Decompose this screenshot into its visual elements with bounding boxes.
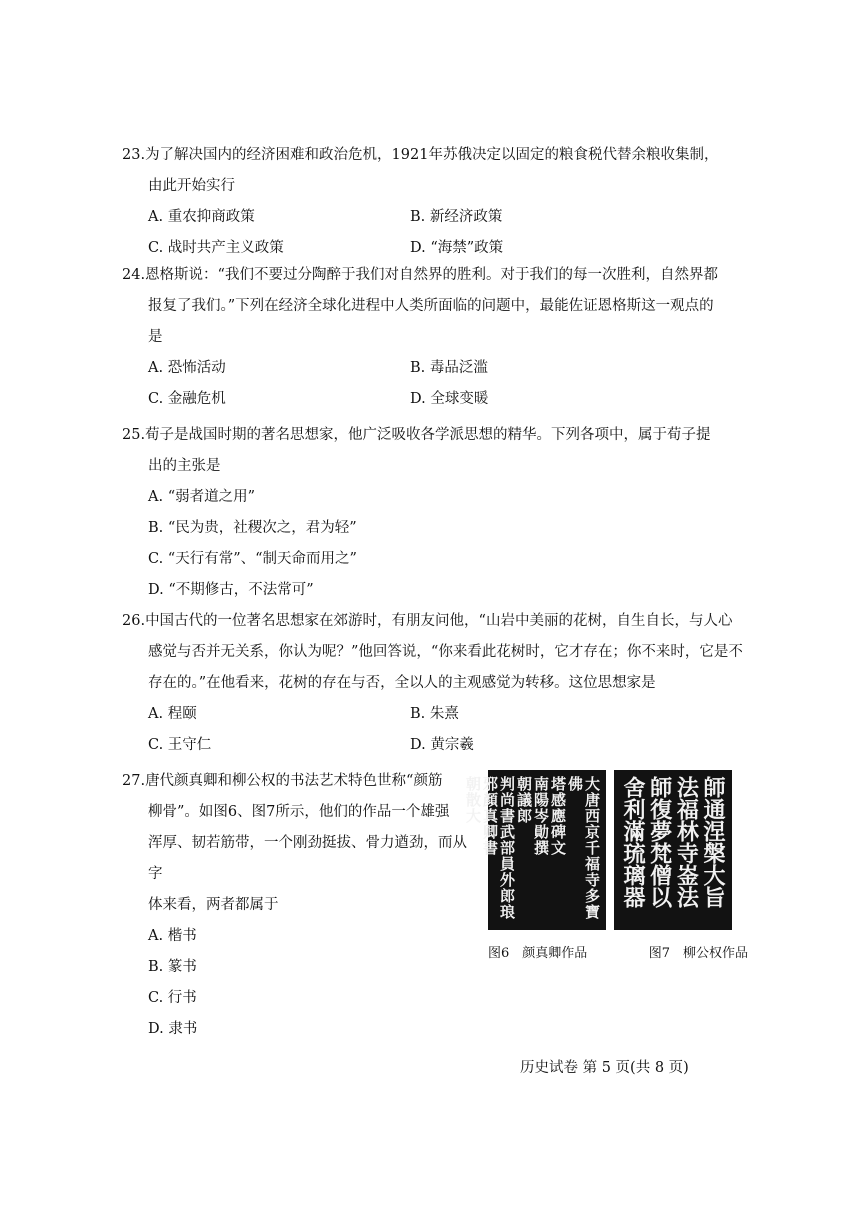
- option-c: C. 王守仁: [148, 737, 212, 753]
- calligraphy-column: 塔感應碑文: [549, 776, 567, 856]
- question-number: 24.: [122, 267, 146, 283]
- question-26-stem-cont: 感觉与否并无关系，你认为呢？”他回答说，“你来看此花树时，它才存在；你不来时，它是不: [148, 644, 743, 660]
- option-b: B. 篆书: [148, 959, 197, 975]
- calligraphy-column: 朝散大: [464, 776, 482, 824]
- option-a: A. 恐怖活动: [148, 360, 226, 376]
- question-26-stem-cont2: 存在的。”在他看来，花树的存在与否，全以人的主观感觉为转移。这位思想家是: [148, 675, 656, 691]
- figure-7-caption: 图7 柳公权作品: [648, 946, 748, 961]
- option-d: D. “海禁”政策: [410, 240, 504, 256]
- question-23-options: [122, 202, 762, 264]
- option-d: D. 黄宗羲: [410, 737, 474, 753]
- calligraphy-column: 南陽岑勛撰: [532, 776, 550, 856]
- calligraphy-figures: [464, 770, 748, 961]
- figure-7-liu-gongquan-calligraphy: [614, 770, 732, 930]
- question-27: [122, 766, 474, 1045]
- calligraphy-column: 判尚書武部員外郎琅: [498, 776, 516, 920]
- option-c: C. 战时共产主义政策: [148, 240, 284, 256]
- question-number: 23.: [122, 147, 146, 163]
- question-27-stem-line3: 浑厚、韧若筋带，一个刚劲挺拔、骨力遒劲，而从字: [148, 835, 467, 882]
- question-number: 27.: [122, 773, 146, 789]
- calligraphy-column: 邪顏真卿書: [481, 776, 499, 856]
- question-25-options: [122, 482, 762, 606]
- calligraphy-column: 師復夢梵僧以: [646, 776, 673, 908]
- figure-6-yan-zhenqing-calligraphy: [464, 770, 606, 930]
- option-c: C. 行书: [148, 990, 197, 1006]
- calligraphy-column: 大唐西京千福寺多寶佛: [566, 776, 601, 920]
- question-24-options: [122, 353, 762, 415]
- figure-captions: [488, 942, 748, 961]
- option-d: D. 隶书: [148, 1021, 198, 1037]
- calligraphy-column: 師通涅槃大旨: [699, 776, 726, 908]
- question-24: [122, 260, 762, 415]
- figure-6-caption: 图6 颜真卿作品: [488, 946, 588, 961]
- option-a: A. 楷书: [148, 928, 197, 944]
- question-23-stem: 23.为了解决国内的经济困难和政治危机，1921年苏俄决定以固定的粮食税代替余粮收集制，: [122, 147, 719, 163]
- option-d: D. 全球变暖: [410, 391, 489, 407]
- question-25-stem: 25.荀子是战国时期的著名思想家，他广泛吸收各学派思想的精华。下列各项中，属于荀子提: [122, 427, 711, 443]
- question-27-stem-line4: 体来看，两者都属于: [148, 897, 279, 913]
- question-27-stem: 27.唐代颜真卿和柳公权的书法艺术特色世称“颜筋: [122, 773, 443, 789]
- calligraphy-column: 法福林寺崟法: [673, 776, 700, 908]
- question-24-stem-cont2: 是: [148, 329, 163, 345]
- option-b: B. 毒品泛滥: [410, 360, 488, 376]
- option-c: C. “天行有常”、“制天命而用之”: [148, 551, 357, 567]
- question-number: 26.: [122, 613, 146, 629]
- question-26-stem: 26.中国古代的一位著名思想家在郊游时，有朋友问他，“山岩中美丽的花树，自生自长，与人心: [122, 613, 733, 629]
- option-a: A. 重农抑商政策: [148, 209, 255, 225]
- question-25-stem-cont: 出的主张是: [148, 458, 221, 474]
- calligraphy-column: 朝議郎: [515, 776, 533, 824]
- option-b: B. 新经济政策: [410, 209, 503, 225]
- question-26: [122, 606, 762, 761]
- question-23-stem-cont: 由此开始实行: [148, 178, 235, 194]
- question-23: [122, 140, 762, 264]
- option-b: B. “民为贵，社稷次之，君为轻”: [148, 520, 357, 536]
- question-24-stem: 24.恩格斯说：“我们不要过分陶醉于我们对自然界的胜利。对于我们的每一次胜利，自然界都: [122, 267, 718, 283]
- option-a: A. 程颐: [148, 706, 197, 722]
- option-d: D. “不期修古，不法常可”: [148, 582, 314, 598]
- calligraphy-column: 舍利滿琉璃器: [620, 776, 646, 908]
- question-27-stem-line2: 柳骨”。如图6、图7所示，他们的作品一个雄强: [148, 804, 450, 820]
- option-a: A. “弱者道之用”: [148, 489, 256, 505]
- question-27-options: [122, 921, 474, 1045]
- question-24-stem-cont: 报复了我们。”下列在经济全球化进程中人类所面临的问题中，最能佐证恩格斯这一观点的: [148, 298, 714, 314]
- question-26-options: [122, 699, 762, 761]
- option-c: C. 金融危机: [148, 391, 226, 407]
- page-footer: 历史试卷 第 5 页(共 8 页): [520, 1060, 689, 1076]
- question-number: 25.: [122, 427, 146, 443]
- option-b: B. 朱熹: [410, 706, 459, 722]
- question-25: [122, 420, 762, 606]
